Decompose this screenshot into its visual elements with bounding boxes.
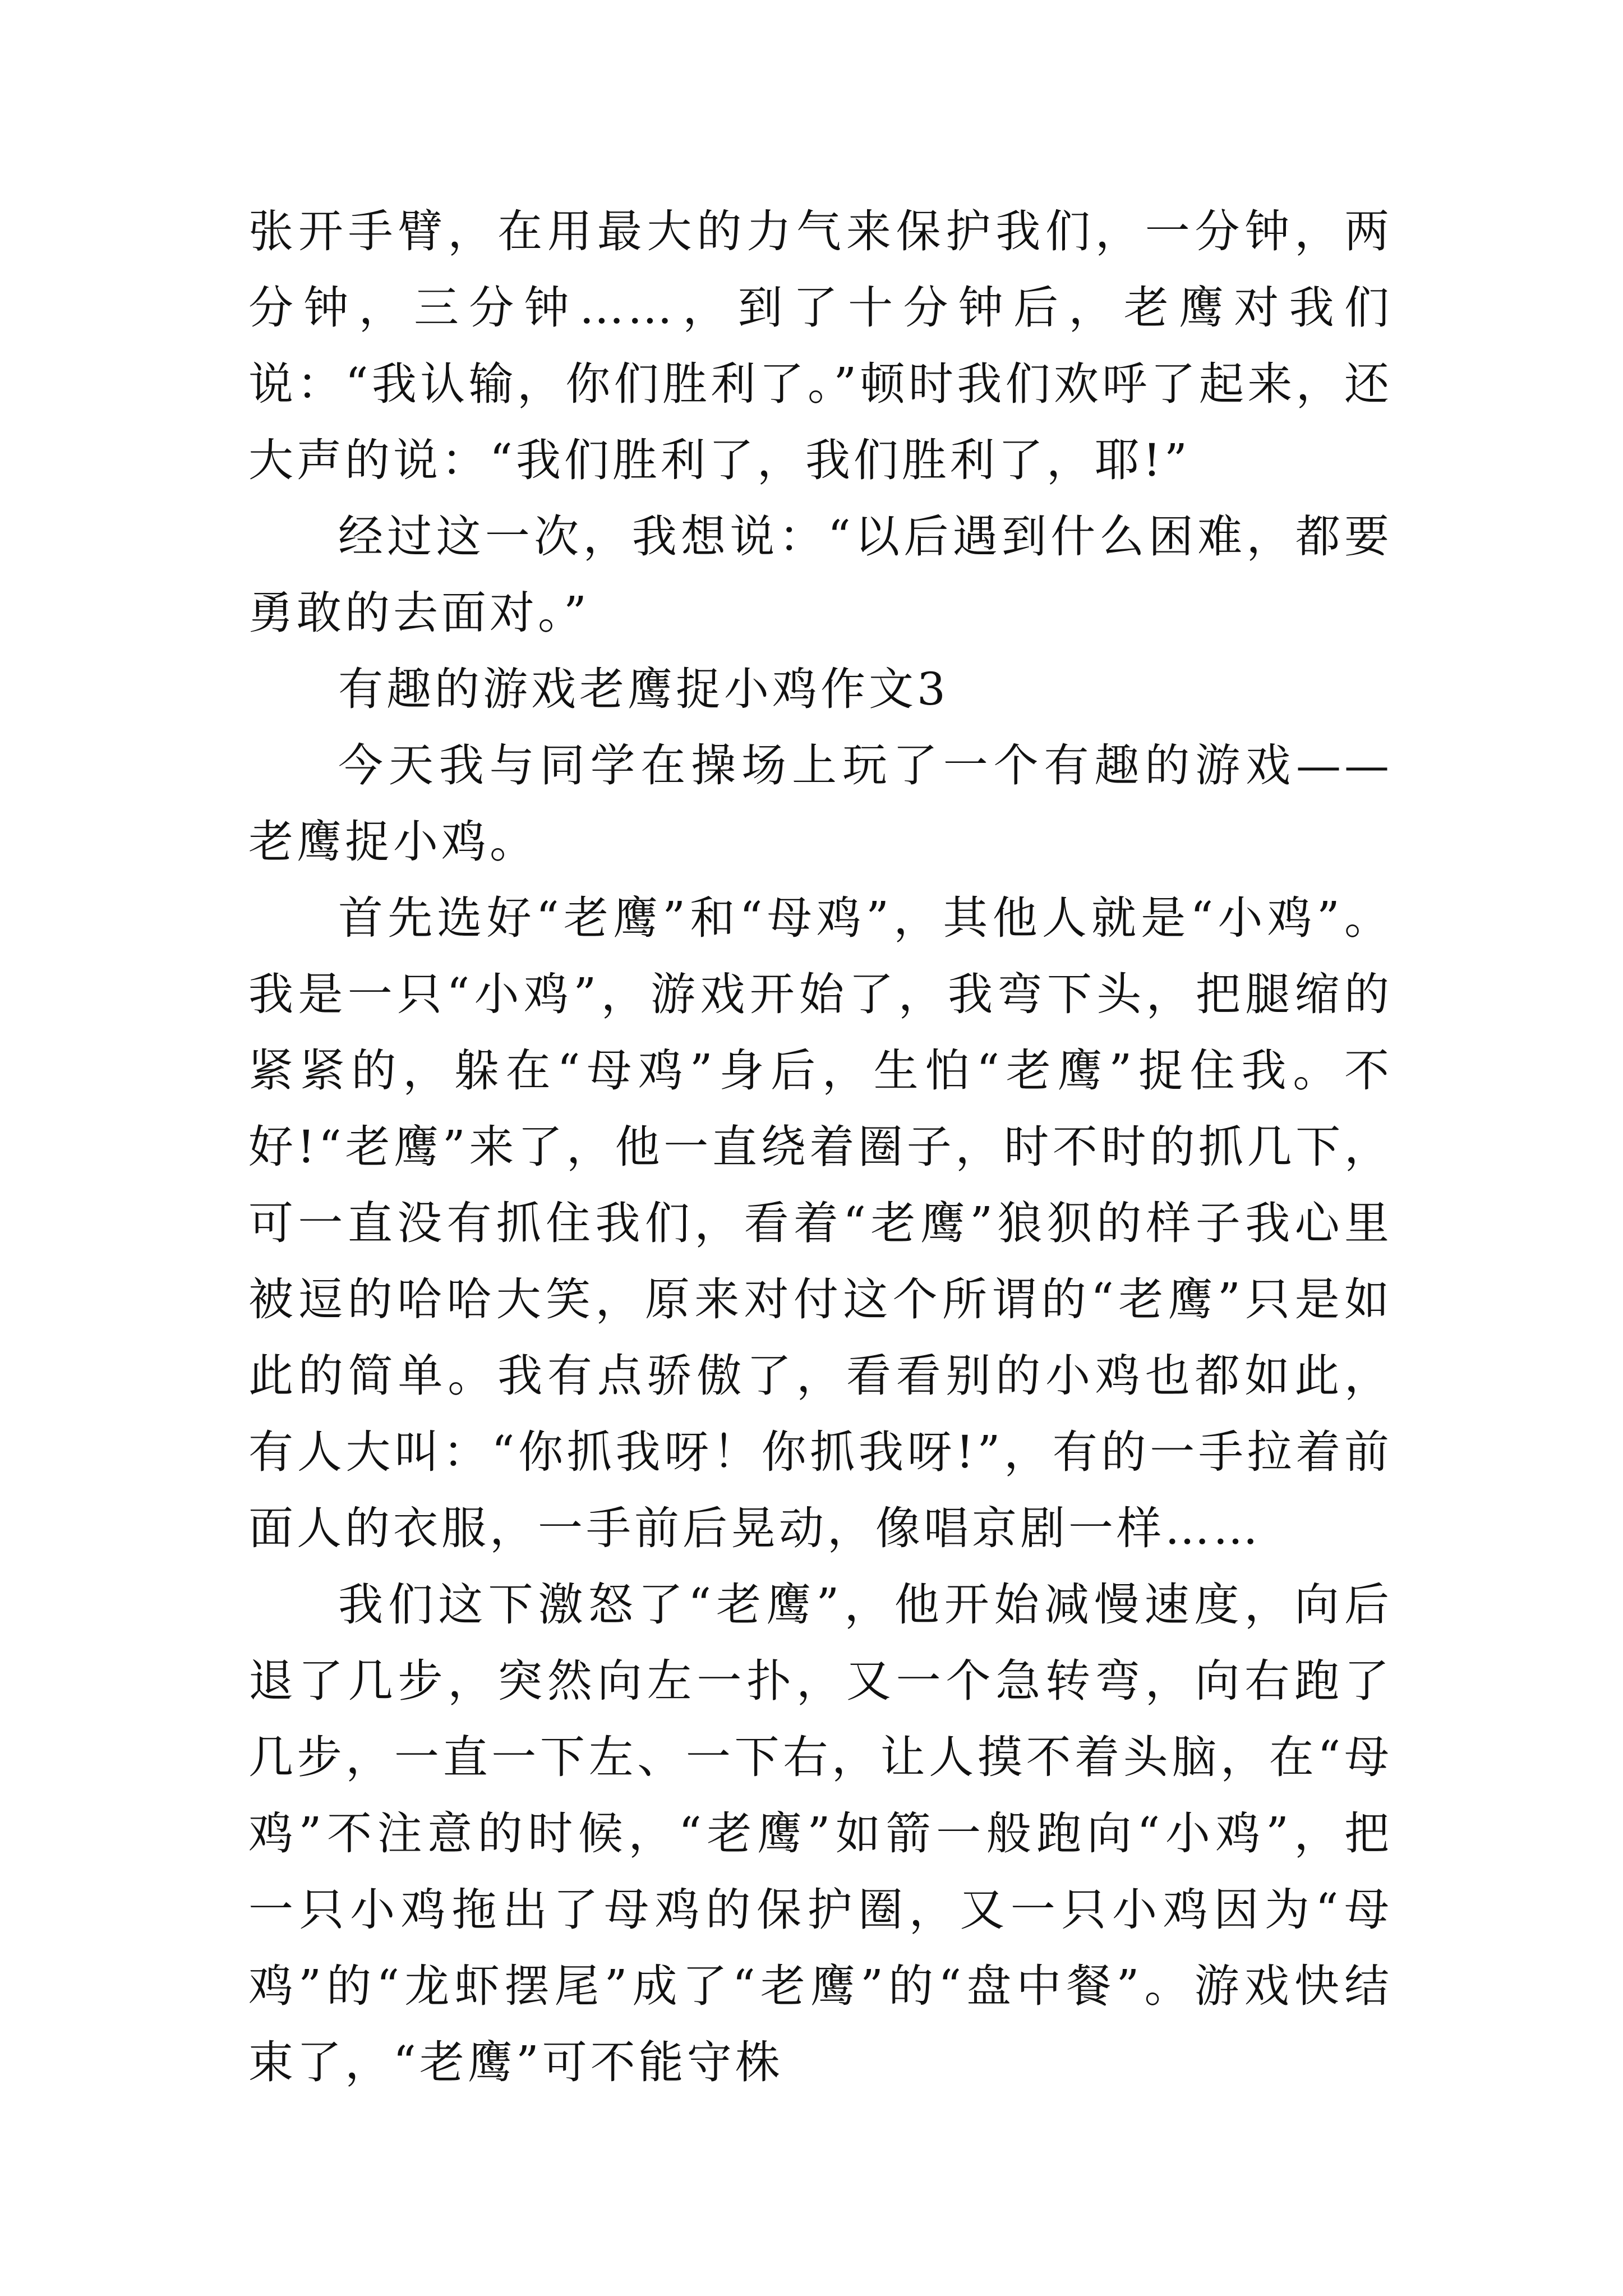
section-title: 有趣的游戏老鹰捉小鸡作文3 — [338, 663, 949, 715]
paragraph-intro: 今天我与同学在操场上玩了一个有趣的游戏——老鹰捉小鸡。 — [248, 739, 1393, 868]
document-body — [248, 194, 1393, 2101]
paragraph-continuation: 张开手臂，在用最大的力气来保护我们，一分钟，两分钟，三分钟……，到了十分钟后，老鹰对我们说：“我认输，你们胜利了。”顿时我们欢呼了起来，还大声的说：“我们胜利了，我们胜利了，耶!” — [248, 205, 1393, 486]
paragraph-eagle-attack: 我们这下激怒了“老鹰”，他开始减慢速度，向后退了几步，突然向左一扑，又一个急转弯，向右跑了几步，一直一下左、一下右，让人摸不着头脑，在“母鸡”不注意的时候，“老鹰”如箭一般跑向“小鸡”，把一只小鸡拖出了母鸡的保护圈，又一只小鸡因为“母鸡”的“龙虾摆尾”成了“老鹰”的“盘中餐”。游戏快结束了，“老鹰”可不能守株 — [248, 1579, 1393, 2088]
paragraph-game-start: 首先选好“老鹰”和“母鸡”，其他人就是“小鸡”。我是一只“小鸡”，游戏开始了，我弯下头，把腿缩的紧紧的，躲在“母鸡”身后，生怕“老鹰”捉住我。不好!“老鹰”来了，他一直绕着圈子，时不时的抓几下，可一直没有抓住我们，看着“老鹰”狼狈的样子我心里被逗的哈哈大笑，原来对付这个所谓的“老鹰”只是如此的简单。我有点骄傲了，看看别的小鸡也都如此，有人大叫：“你抓我呀！你抓我呀!”，有的一手拉着前面人的衣服，一手前后晃动，像唱京剧一样…… — [248, 892, 1393, 1554]
paragraph-reflection: 经过这一次，我想说：“以后遇到什么困难，都要勇敢的去面对。” — [248, 510, 1393, 639]
